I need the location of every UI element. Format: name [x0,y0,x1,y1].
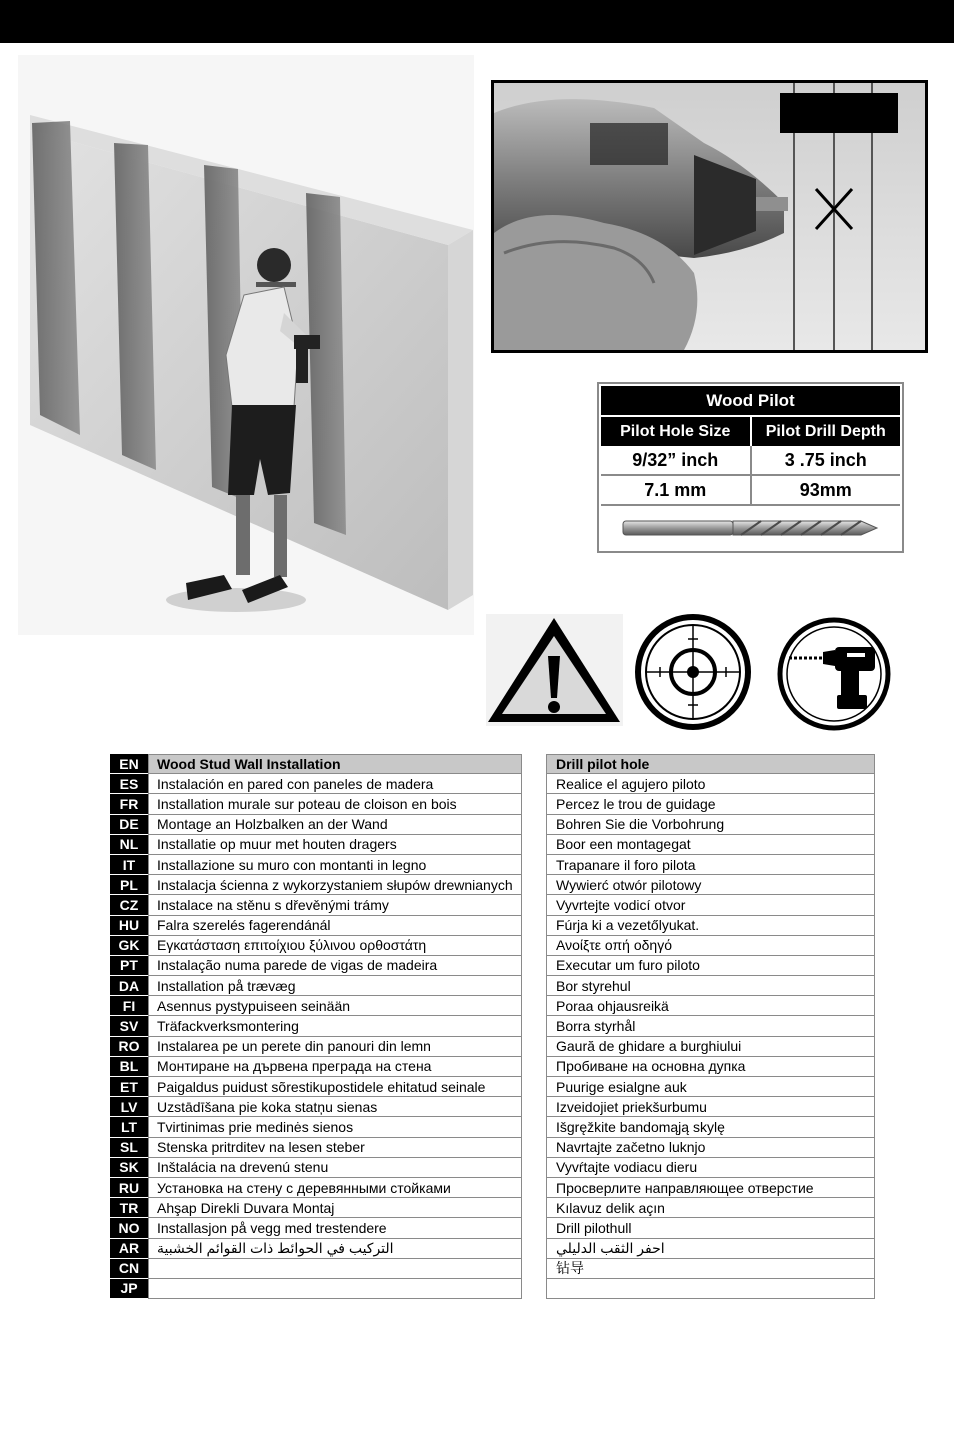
hole-size-mm: 7.1 mm [601,476,750,506]
language-code: DE [110,815,148,835]
table-row [546,1198,875,1218]
table-row [601,446,900,476]
installation-title-text: Installation på trævæg [148,976,522,996]
drill-instruction-text: Vyvŕtajte vodiacu dieru [546,1158,875,1178]
table-row [110,1158,522,1178]
drill-instruction-text: Drill pilot hole [546,754,875,774]
language-code: JP [110,1279,148,1299]
installation-title-text: التركيب في الحوائط ذات القوائم الخشبية [148,1239,522,1259]
drill-instruction-text: احفر الثقب الدليلي [546,1239,875,1259]
table-row [546,1259,875,1279]
table-row [546,835,875,855]
table-row [110,1198,522,1218]
target-icon [634,613,752,731]
installation-title-text: Установка на стену с деревянными стойками [148,1178,522,1198]
table-row [546,936,875,956]
drill-instruction-text: Wywierć otwór pilotowy [546,875,875,895]
table-row [110,855,522,875]
drill-icon [777,617,892,732]
table-row [546,774,875,794]
table-row [110,1117,522,1137]
drill-instruction-text: Gaură de ghidare a burghiului [546,1037,875,1057]
language-code: TR [110,1198,148,1218]
header-pilot-hole-size: Pilot Hole Size [601,417,750,446]
table-row [546,855,875,875]
table-row [110,1057,522,1077]
installation-title-text: Träfackverksmontering [148,1016,522,1036]
installation-title-text: Installasjon på vegg med trestendere [148,1218,522,1238]
table-row [110,895,522,915]
language-code: ET [110,1077,148,1097]
drill-instruction-text: Drill pilothull [546,1218,875,1238]
table-row [110,794,522,814]
table-row [110,976,522,996]
installation-title-text: Instalacja ścienna z wykorzystaniem słupów drewnianych [148,875,522,895]
installation-title-text: Montage an Holzbalken an der Wand [148,815,522,835]
table-row [546,875,875,895]
drill-photo [491,80,928,353]
table-row [546,916,875,936]
drill-instruction-text: Puurige esialgne auk [546,1077,875,1097]
language-code: SL [110,1138,148,1158]
language-code: DA [110,976,148,996]
language-code: ES [110,774,148,794]
installation-title-text: Instalace na stěnu s dřevěnými trámy [148,895,522,915]
installation-title-text: Asennus pystypuiseen seinään [148,996,522,1016]
drill-instruction-text: Просверлите направляющее отверстие [546,1178,875,1198]
table-row [110,1016,522,1036]
installation-title-text: Falra szerelés fagerendánál [148,916,522,936]
table-row [546,1077,875,1097]
header-bar [0,0,954,43]
table-row [546,1037,875,1057]
table-row [546,1138,875,1158]
table-row [110,936,522,956]
table-row [110,1218,522,1238]
drill-instruction-text: Boor een montagegat [546,835,875,855]
language-code: EN [110,754,148,774]
installation-title-text [148,1279,522,1299]
drill-instruction-text: Fúrja ki a vezetőlyukat. [546,916,875,936]
table-row [546,1239,875,1259]
table-row [546,1218,875,1238]
drill-instruction-text: 钻导 [546,1259,875,1279]
drill-instruction-text: Пробиване на основна дупка [546,1057,875,1077]
table-row [110,835,522,855]
table-row [546,976,875,996]
language-code: NO [110,1218,148,1238]
drill-pilot-hole-table [546,754,875,1299]
drill-instruction-text: Borra styrhål [546,1016,875,1036]
installation-title-text: Instalação numa parede de vigas de madeira [148,956,522,976]
language-code: LV [110,1097,148,1117]
drill-depth-mm: 93mm [750,476,901,506]
language-code: SV [110,1016,148,1036]
drill-instruction-text: Bor styrehul [546,976,875,996]
table-row [546,754,875,774]
table-row [546,996,875,1016]
installation-title-text: Installation murale sur poteau de cloison en bois [148,794,522,814]
table-row [110,1077,522,1097]
table-row [110,1138,522,1158]
language-code: FI [110,996,148,1016]
warning-icon [486,614,623,726]
installation-title-text: Tvirtinimas prie medinės sienos [148,1117,522,1137]
drill-instruction-text: Izveidojiet priekšurbumu [546,1097,875,1117]
drill-bit-icon [621,517,881,539]
table-header-row [601,417,900,446]
table-row [546,1158,875,1178]
table-row [110,1259,522,1279]
language-code: BL [110,1057,148,1077]
table-row [110,1097,522,1117]
table-row [110,996,522,1016]
drill-instruction-text: Išgręžkite bandomąją skylę [546,1117,875,1137]
table-row [546,1097,875,1117]
language-code: HU [110,916,148,936]
wall-installation-illustration [18,55,474,635]
installation-title-text: Instalarea pe un perete din panouri din lemn [148,1037,522,1057]
installation-title-text: Ahşap Direkli Duvara Montaj [148,1198,522,1218]
table-row [546,956,875,976]
table-row [110,1239,522,1259]
table-row [110,1037,522,1057]
drill-instruction-text: Realice el agujero piloto [546,774,875,794]
language-code: RU [110,1178,148,1198]
language-code: SK [110,1158,148,1178]
table-row [110,754,522,774]
header-pilot-drill-depth: Pilot Drill Depth [752,417,901,446]
drill-instruction-text: Kılavuz delik açın [546,1198,875,1218]
table-row [110,774,522,794]
table-row [110,916,522,936]
language-code: GK [110,936,148,956]
installation-title-text: Installatie op muur met houten dragers [148,835,522,855]
language-code: NL [110,835,148,855]
installation-title-text: Εγκατάσταση επιτοίχιου ξύλινου ορθοστάτη [148,936,522,956]
hole-size-inch: 9/32” inch [601,446,750,476]
drill-depth-inch: 3 .75 inch [750,446,901,476]
installation-title-text: Installazione su muro con montanti in legno [148,855,522,875]
language-code: FR [110,794,148,814]
installation-title-text [148,1259,522,1279]
table-title: Wood Pilot [706,390,795,410]
installation-title-text: Stenska pritrditev na lesen steber [148,1138,522,1158]
language-title-table [110,754,522,1299]
table-row [546,895,875,915]
language-code: AR [110,1239,148,1259]
table-row [546,1117,875,1137]
language-code: IT [110,855,148,875]
drill-instruction-text: Ανοίξτε οπή οδηγό [546,936,875,956]
installation-title-text: Paigaldus puidust sõrestikupostidele ehitatud seinale [148,1077,522,1097]
language-code: PL [110,875,148,895]
table-title-row [601,386,900,415]
language-code: CN [110,1259,148,1279]
language-code: LT [110,1117,148,1137]
drill-instruction-text: Executar um furo piloto [546,956,875,976]
installation-title-text: Inštalácia na drevenú stenu [148,1158,522,1178]
table-row [110,875,522,895]
drill-instruction-text: Vyvrtejte vodicí otvor [546,895,875,915]
language-code: PT [110,956,148,976]
installation-title-text: Wood Stud Wall Installation [148,754,522,774]
table-row [110,1279,522,1299]
drill-instruction-text: Poraa ohjausreikä [546,996,875,1016]
table-row [546,794,875,814]
table-row [546,1016,875,1036]
drill-instruction-text: Bohren Sie die Vorbohrung [546,815,875,835]
installation-title-text: Uzstādīšana pie koka statņu sienas [148,1097,522,1117]
table-row [546,815,875,835]
table-row [546,1279,875,1299]
wood-pilot-table [597,382,904,553]
drill-instruction-text [546,1279,875,1299]
drill-instruction-text: Navrtajte začetno luknjo [546,1138,875,1158]
drill-instruction-text: Percez le trou de guidage [546,794,875,814]
language-code: CZ [110,895,148,915]
table-row [601,476,900,506]
table-row [110,1178,522,1198]
language-code: RO [110,1037,148,1057]
drill-instruction-text: Trapanare il foro pilota [546,855,875,875]
table-row [546,1057,875,1077]
table-row [110,956,522,976]
installation-title-text: Монтиране на дървена преграда на стена [148,1057,522,1077]
installation-title-text: Instalación en pared con paneles de madera [148,774,522,794]
table-row [110,815,522,835]
table-row [546,1178,875,1198]
